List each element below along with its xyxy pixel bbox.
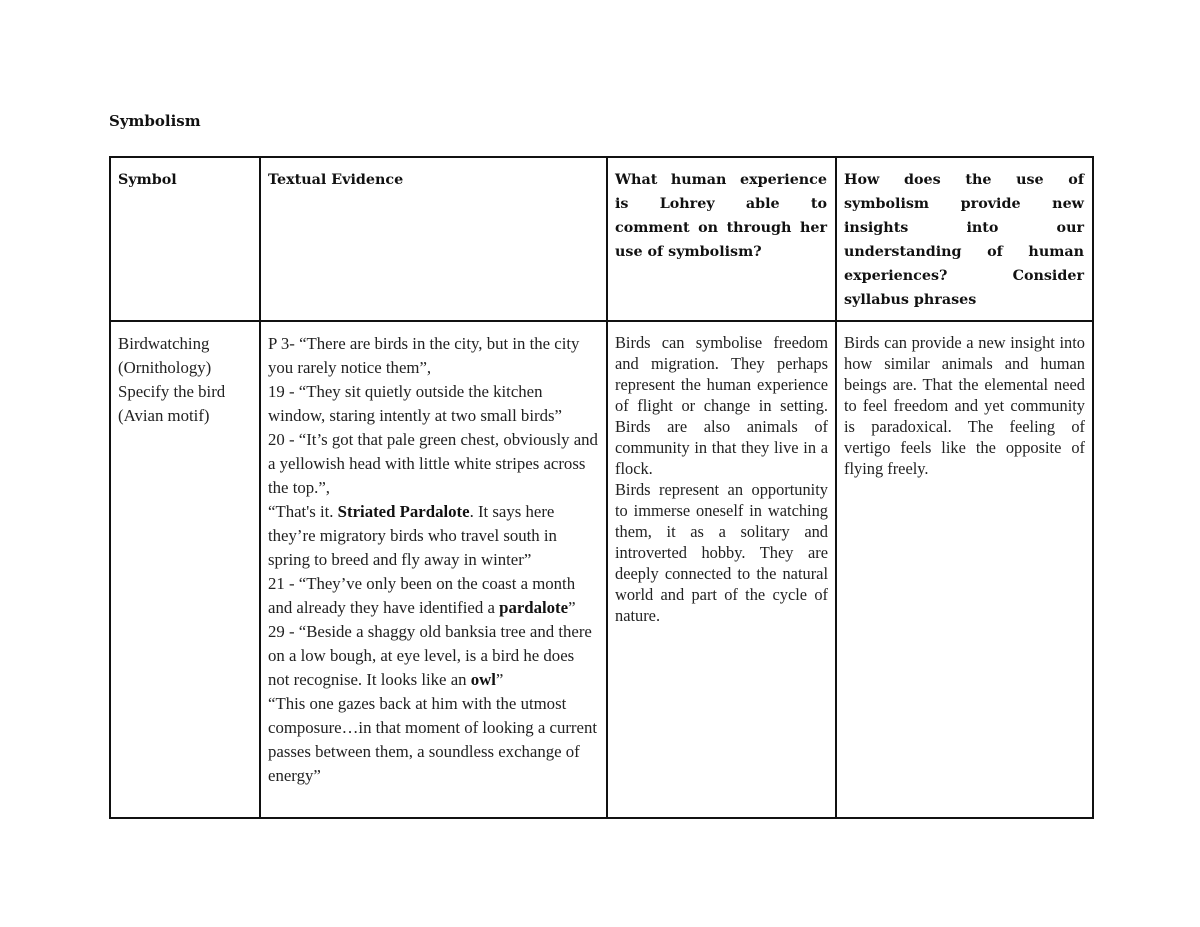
header-symbol — [110, 157, 260, 321]
symbolism-table — [109, 156, 1094, 819]
symbol-text: Birdwatching (Ornithology) Specify the bird (Avian motif) — [118, 334, 226, 425]
evidence-quote-4-pre: “That's it. — [268, 502, 338, 521]
evidence-quote-4 — [268, 500, 599, 572]
evidence-quote-1: P 3- “There are birds in the city, but in the city you rarely notice them”, — [268, 334, 580, 377]
header-textual-evidence — [260, 157, 607, 321]
cell-human-experience — [607, 321, 836, 818]
evidence-quote-7: “This one gazes back at him with the utmost composure…in that moment of looking a current passes between them, a soundless exchange of energy” — [268, 694, 598, 785]
table-row — [110, 321, 1093, 818]
table-header-row — [110, 157, 1093, 321]
evidence-quote-3: 20 - “It’s got that pale green chest, obviously and a yellowish head with little white stripes across the top.”, — [268, 430, 598, 497]
experience-paragraph-2: Birds represent an opportunity to immerse oneself in watching them, it as a solitary and introverted hobby. They are deeply connected to the natural world and part of the cycle of nature. — [615, 480, 828, 625]
evidence-quote-5-post: ” — [568, 598, 576, 617]
evidence-quote-5 — [268, 572, 599, 620]
evidence-quote-6-bold: owl — [470, 670, 496, 689]
cell-textual-evidence — [260, 321, 607, 818]
evidence-quote-6-pre: 29 - “Beside a shaggy old banksia tree and there on a low bough, at eye level, is a bird he does not recognise. It looks like an — [268, 622, 592, 689]
page-title: Symbolism — [109, 112, 201, 130]
evidence-quote-4-bold: Striated Pardalote — [337, 502, 470, 521]
insights-text: Birds can provide a new insight into how similar animals and human beings are. That the elemental need to feel freedom and yet community is paradoxical. The feeling of vertigo feels like the opposite of flying freely. — [844, 333, 1085, 478]
evidence-quote-4-post: . It says here they’re migratory birds who travel south in spring to breed and fly away in winter” — [268, 502, 557, 569]
header-new-insights — [836, 157, 1093, 321]
header-experience-label: What human experience is Lohrey able to comment on through her use of symbolism? — [615, 172, 827, 260]
evidence-quote-2: 19 - “They sit quietly outside the kitchen window, staring intently at two small birds” — [268, 382, 562, 425]
cell-new-insights — [836, 321, 1093, 818]
header-symbol-label: Symbol — [118, 172, 177, 188]
header-evidence-label: Textual Evidence — [268, 172, 404, 188]
evidence-quote-5-bold: pardalote — [499, 598, 569, 617]
cell-symbol — [110, 321, 260, 818]
evidence-quote-6-post: ” — [495, 670, 504, 689]
experience-paragraph-1: Birds can symbolise freedom and migration. They perhaps represent the human experience of flight or change in setting. Birds are also animals of community in that they live in a flock. — [615, 333, 828, 478]
header-insights-label: How does the use of symbolism provide new insights into our understanding of human experiences? Consider syllabus phrases — [844, 172, 1084, 308]
evidence-quote-6 — [268, 620, 599, 692]
evidence-quote-5-pre: 21 - “They’ve only been on the coast a month and already they have identified a — [268, 574, 576, 617]
header-human-experience — [607, 157, 836, 321]
